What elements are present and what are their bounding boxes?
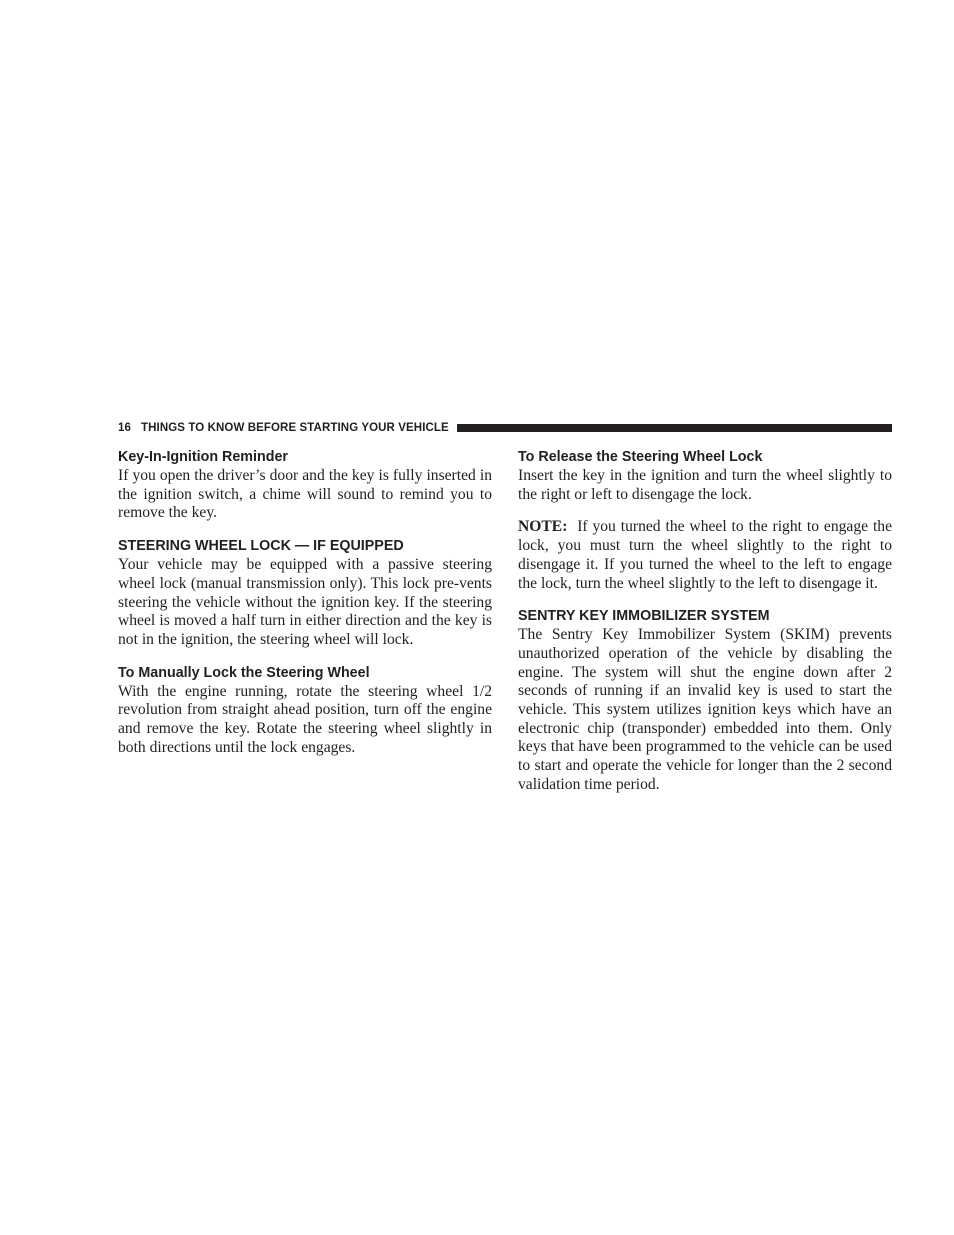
key-reminder-body: If you open the driver’s door and the key is fully inserted in the ignition switch, a chime will sound to remind you to remove the key. <box>118 467 492 522</box>
steering-lock-body: Your vehicle may be equipped with a passive steering wheel lock (manual transmission only). This lock pre-vents steering the vehicle without the ignition key. If the steering wheel is moved a half turn in either direction and the key is not in the ignition, the steering wheel will lock. <box>118 556 492 648</box>
note-section <box>518 518 892 593</box>
note-body: If you turned the wheel to the right to engage the lock, you must turn the wheel slightly to the right to disengage it. If you turned the wheel to the left to engage the lock, turn the wheel slightly to the left to disengage it. <box>518 518 892 592</box>
key-reminder-heading: Key-In-Ignition Reminder <box>118 449 288 465</box>
release-lock-section <box>518 448 892 504</box>
sentry-key-heading: SENTRY KEY IMMOBILIZER SYSTEM <box>518 608 770 625</box>
left-column <box>118 448 492 757</box>
steering-lock-heading: STEERING WHEEL LOCK — IF EQUIPPED <box>118 538 404 555</box>
sentry-key-section <box>518 607 892 794</box>
steering-lock-section <box>118 537 492 650</box>
release-lock-heading: To Release the Steering Wheel Lock <box>518 449 763 465</box>
release-lock-body: Insert the key in the ignition and turn the wheel slightly to the right or left to disengage the lock. <box>518 467 892 503</box>
chapter-title: THINGS TO KNOW BEFORE STARTING YOUR VEHICLE <box>141 422 449 434</box>
manual-lock-heading: To Manually Lock the Steering Wheel <box>118 664 370 681</box>
sentry-key-body: The Sentry Key Immobilizer System (SKIM) prevents unauthorized operation of the vehicle by disabling the engine. The system will shut the engine down after 2 seconds of running if an invalid key is used to start the vehicle. This system utilizes ignition keys which have an electronic chip (transponder) embedded into them. Only keys that have been programmed to the vehicle can be used to start and operate the vehicle for longer than the 2 second validation time period. <box>518 626 892 793</box>
note-paragraph <box>518 518 892 593</box>
manual-lock-section <box>118 664 492 758</box>
note-label: NOTE: <box>518 518 568 536</box>
page-header <box>118 418 892 438</box>
manual-lock-body: With the engine running, rotate the steering wheel 1/2 revolution from straight ahead position, turn off the engine and remove the key. Rotate the steering wheel slightly in both directions until the lock engages. <box>118 682 492 756</box>
header-rule <box>457 424 892 432</box>
key-reminder-section <box>118 448 492 523</box>
right-column <box>518 448 892 795</box>
page-number: 16 <box>118 422 131 434</box>
header-text <box>118 422 457 434</box>
